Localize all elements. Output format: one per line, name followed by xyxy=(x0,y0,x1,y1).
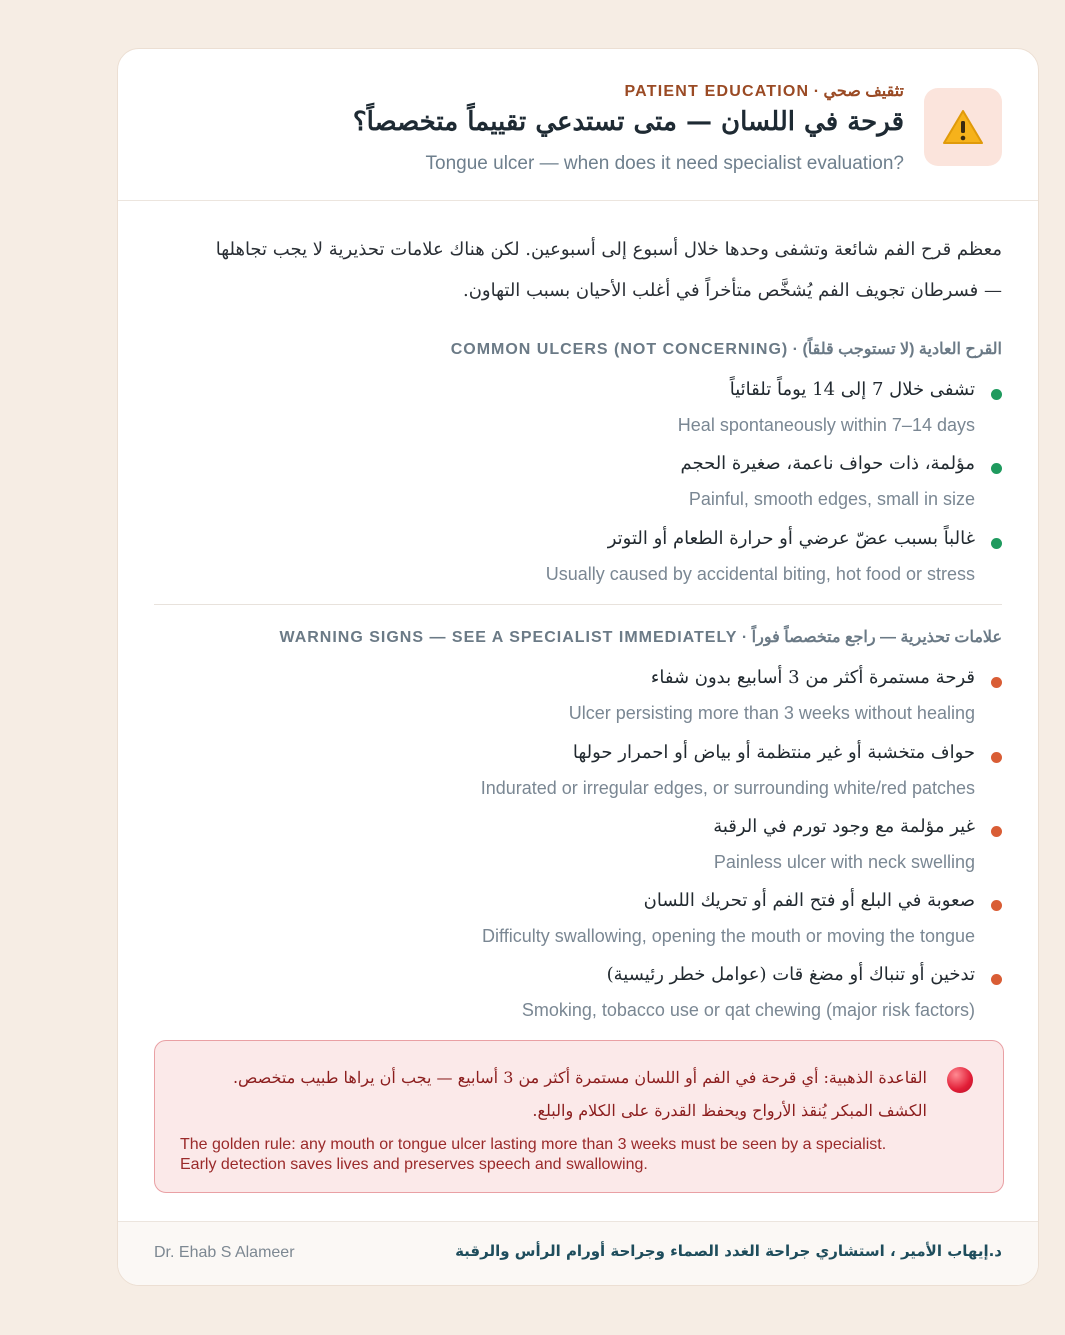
item-en: Heal spontaneously within 7–14 days xyxy=(677,415,975,435)
page-title: قرحة في اللسان — متى تستدعي تقييماً متخصصاً؟ xyxy=(352,107,904,137)
item-en: Usually caused by accidental biting, hot food or stress xyxy=(545,564,975,584)
green-dot-icon xyxy=(991,538,1002,549)
item-ar: مؤلمة، ذات حواف ناعمة، صغيرة الحجم xyxy=(680,453,975,474)
kicker: تثقيف صحي · PATIENT EDUCATION xyxy=(624,83,904,100)
green-dot-icon xyxy=(991,389,1002,400)
item-ar: قرحة مستمرة أكثر من 3 أسابيع بدون شفاء xyxy=(650,667,975,688)
card-header xyxy=(118,49,1038,201)
golden-rule-ar-line-1: القاعدة الذهبية: أي قرحة في الفم أو اللسان مستمرة أكثر من 3 أسابيع — يجب أن يراها طبيب متخصص. xyxy=(232,1068,927,1087)
item-ar: صعوبة في البلع أو فتح الفم أو تحريك اللسان xyxy=(643,890,975,911)
golden-rule-en: The golden rule: any mouth or tongue ulcer lasting more than 3 weeks must be seen by a specialist. Early detection saves lives and preserves speech and swallowing. xyxy=(180,1136,887,1173)
common-label-en: COMMON ULCERS (NOT CONCERNING) xyxy=(450,341,789,358)
item-en: Smoking, tobacco use or qat chewing (major risk factors) xyxy=(521,1000,975,1020)
common-section-label: القرح العادية (لا تستوجب قلقاً) · COMMON ULCERS (NOT CONCERNING) xyxy=(450,341,1002,358)
item-ar: تشفى خلال 7 إلى 14 يوماً تلقائياً xyxy=(729,379,975,400)
education-card xyxy=(117,48,1039,1286)
intro-text xyxy=(152,229,1002,311)
item-en: Painless ulcer with neck swelling xyxy=(713,852,975,872)
item-ar: حواف متخشبة أو غير منتظمة أو بياض أو احمرار حولها xyxy=(572,742,975,763)
golden-rule-callout xyxy=(154,1040,1004,1193)
item-en: Indurated or irregular edges, or surrounding white/red patches xyxy=(480,778,975,798)
card-footer xyxy=(118,1221,1038,1285)
golden-rule-ar-line-2: الكشف المبكر يُنقذ الأرواح ويحفظ القدرة على الكلام والبلع. xyxy=(532,1101,927,1120)
item-en: Difficulty swallowing, opening the mouth or moving the tongue xyxy=(482,926,975,946)
author-name-ar: د.إيهاب الأمير ، استشاري جراحة الغدد الصماء وجراحة أورام الرأس والرقبة xyxy=(455,1242,1002,1260)
intro-line-2: — فسرطان تجويف الفم يُشخَّص متأخراً في أغلب الأحيان بسبب التهاون. xyxy=(462,280,1002,301)
red-dot-icon xyxy=(991,826,1002,837)
red-dot-icon xyxy=(991,677,1002,688)
warning-icon-box xyxy=(924,88,1002,166)
green-dot-icon xyxy=(991,463,1002,474)
red-dot-icon xyxy=(991,752,1002,763)
warning-label-en: WARNING SIGNS — SEE A SPECIALIST IMMEDIATELY xyxy=(279,629,738,646)
item-en: Painful, smooth edges, small in size xyxy=(688,489,975,509)
section-divider xyxy=(154,604,1002,605)
red-dot-icon xyxy=(991,900,1002,911)
intro-line-1: معظم قرح الفم شائعة وتشفى وحدها خلال أسبوع إلى أسبوعين. لكن هناك علامات تحذيرية لا يجب تجاهلها xyxy=(215,239,1002,260)
author-name-en: Dr. Ehab S Alameer xyxy=(154,1244,295,1261)
kicker-en: PATIENT EDUCATION xyxy=(624,83,810,100)
item-ar: غير مؤلمة مع وجود تورم في الرقبة xyxy=(713,816,975,837)
warning-label-ar: علامات تحذيرية — راجع متخصصاً فوراً xyxy=(751,629,1002,646)
item-en: Ulcer persisting more than 3 weeks without healing xyxy=(568,703,975,723)
red-dot-icon xyxy=(991,974,1002,985)
golden-rule-ar xyxy=(167,1061,927,1127)
page-subtitle: Tongue ulcer — when does it need specialist evaluation? xyxy=(425,153,904,174)
red-circle-icon xyxy=(947,1067,973,1093)
warning-icon xyxy=(942,109,984,145)
common-label-ar: القرح العادية (لا تستوجب قلقاً) xyxy=(802,341,1002,358)
kicker-ar: تثقيف صحي xyxy=(823,83,904,100)
warning-section-label: علامات تحذيرية — راجع متخصصاً فوراً · WARNING SIGNS — SEE A SPECIALIST IMMEDIATELY xyxy=(279,629,1002,646)
item-ar: تدخين أو تنباك أو مضغ قات (عوامل خطر رئيسية) xyxy=(606,964,975,985)
item-ar: غالباً بسبب عضّ عرضي أو حرارة الطعام أو التوتر xyxy=(607,528,975,549)
